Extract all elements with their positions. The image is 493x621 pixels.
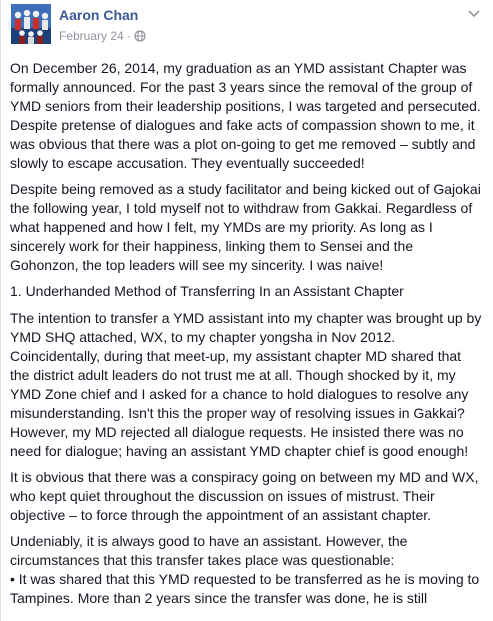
post-header (11, 4, 481, 46)
author-name-link[interactable]: Aaron Chan (59, 7, 139, 23)
post-paragraph: On December 26, 2014, my graduation as an YMD assistant Chapter was formally announced. For the past 3 years since the removal of the group of YMD seniors from their leadership positions, I was targeted and persecuted. Despite pretense of dialogues and fake acts of compassion shown to me, it was obvious that there was a plot on-going to get me removed – subtly and slowly to escape accusation. They eventually succeeded! (10, 60, 481, 171)
avatar-image (11, 4, 51, 44)
post-meta (59, 29, 146, 45)
post-section-heading: 1. Underhanded Method of Transferring In an Assistant Chapter (10, 283, 404, 299)
avatar[interactable] (11, 4, 51, 44)
post-paragraph: It is obvious that there was a conspiracy going on between my MD and WX, who kept quiet throughout the discussion on issues of mistrust. Their objective – to force through the appointment of an assistant chapter. (10, 469, 479, 523)
post-paragraph: Despite being removed as a study facilitator and being kicked out of Gajokai the following year, I told myself not to withdraw from Gakkai. Regardless of what happened and how I felt, my YMDs are my priority. As long as I sincerely work for their happiness, linking them to Sensei and the Gohonzon, the top leaders will see my sincerity. I was naive! (10, 181, 481, 273)
globe-icon[interactable] (134, 30, 146, 45)
post-body (10, 59, 484, 615)
post-paragraph: The intention to transfer a YMD assistant into my chapter was brought up by YMD SHQ attached, WX, to my chapter yongsha in Nov 2012. Coincidentally, during that meet-up, my assistant chapter MD shared that the district adult leaders do not trust me at all. Though shocked by it, my YMD Zone chief and I asked for a chance to hold dialogues to resolve any misunderstanding. Isn't this the proper way of resolving issues in Gakkai? However, my MD rejected all dialogue requests. He insisted there was no need for dialogue; having an assistant YMD chapter chief is good enough! (10, 310, 482, 459)
meta-separator: · (126, 29, 131, 43)
post-timestamp-link[interactable]: February 24 (59, 29, 124, 43)
post-paragraph: Undeniably, it is always good to have an assistant. However, the circumstances that this transfer takes place was questionable: • It was shared that this YMD requested to be transferred as he is moving to Tampines. More than 2 years since the transfer was done, he is still (10, 533, 480, 606)
chevron-down-icon[interactable] (467, 6, 481, 16)
